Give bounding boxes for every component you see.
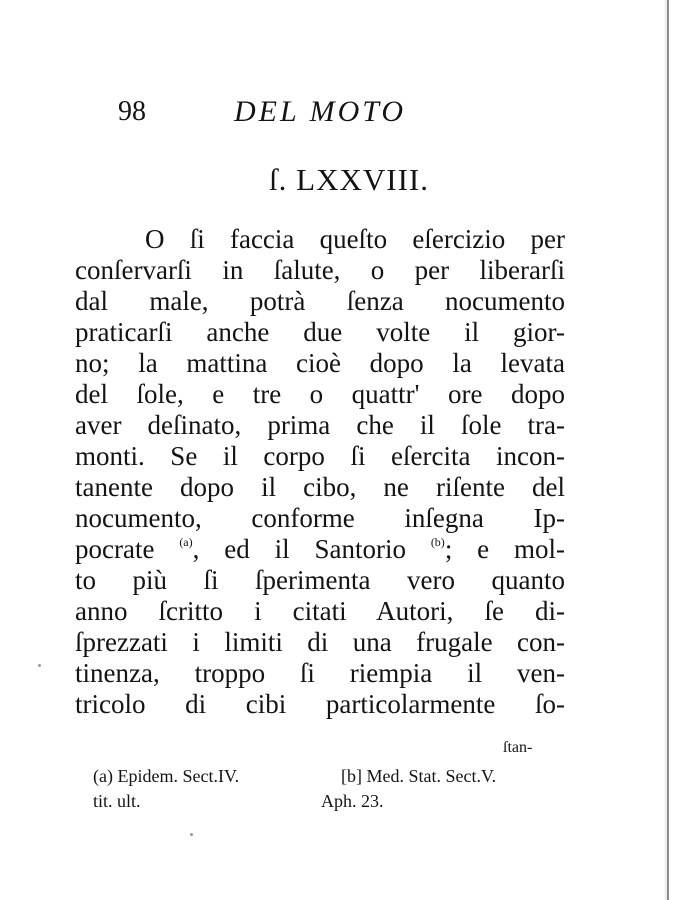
scan-speck	[38, 664, 41, 667]
text-line-with-refs	[75, 534, 565, 565]
text-line: nocumento, conforme inſegna Ip-	[75, 503, 565, 533]
section-heading: ſ. LXXVIII.	[269, 162, 429, 197]
footnotes	[93, 764, 563, 824]
body-text	[75, 224, 565, 720]
text-line: monti. Se il corpo ſi eſercita incon-	[75, 441, 565, 471]
text-line: tinenza, troppo ſi riempia il ven-	[75, 658, 565, 688]
text-line: del ſole, e tre o quattr' ore dopo	[75, 379, 565, 409]
footnote-ref-a[interactable]: (a)	[179, 535, 193, 549]
text-fragment: , ed il Santorio	[192, 534, 431, 564]
text-line: tanente dopo il cibo, ne riſente del	[75, 472, 565, 502]
page-edge-line	[667, 0, 669, 900]
text-line: dal male, potrà ſenza nocumento	[75, 286, 565, 316]
footnote-a-continued: tit. ult.	[93, 791, 141, 811]
scan-speck	[190, 833, 193, 836]
text-line: no; la mattina cioè dopo la levata	[75, 348, 565, 378]
text-line: conſervarſi in ſalute, o per liberarſi	[75, 255, 565, 285]
text-fragment: ; e mol-	[444, 534, 566, 564]
footnote-a: (a) Epidem. Sect.IV.	[93, 766, 240, 786]
footnote-b-continued: Aph. 23.	[321, 791, 384, 811]
text-line: tricolo di cibi particolarmente ſo-	[75, 689, 565, 719]
page-number: 98	[118, 96, 146, 127]
catchword: ſtan-	[503, 739, 533, 756]
text-line: to più ſi ſperimenta vero quanto	[75, 565, 565, 595]
text-fragment: pocrate	[75, 534, 180, 564]
footnote-b: [b] Med. Stat. Sect.V.	[341, 766, 497, 786]
page-header	[0, 92, 660, 132]
text-line: O ſi faccia queſto eſercizio per	[145, 224, 565, 254]
text-line: anno ſcritto i citati Autori, ſe di-	[75, 596, 565, 626]
text-line: praticarſi anche due volte il gior-	[75, 317, 565, 347]
running-title: DEL MOTO	[234, 95, 407, 128]
text-line: ſprezzati i limiti di una frugale con-	[75, 627, 565, 657]
footnote-ref-b[interactable]: (b)	[430, 535, 445, 549]
text-line: aver deſinato, prima che il ſole tra-	[75, 410, 565, 440]
